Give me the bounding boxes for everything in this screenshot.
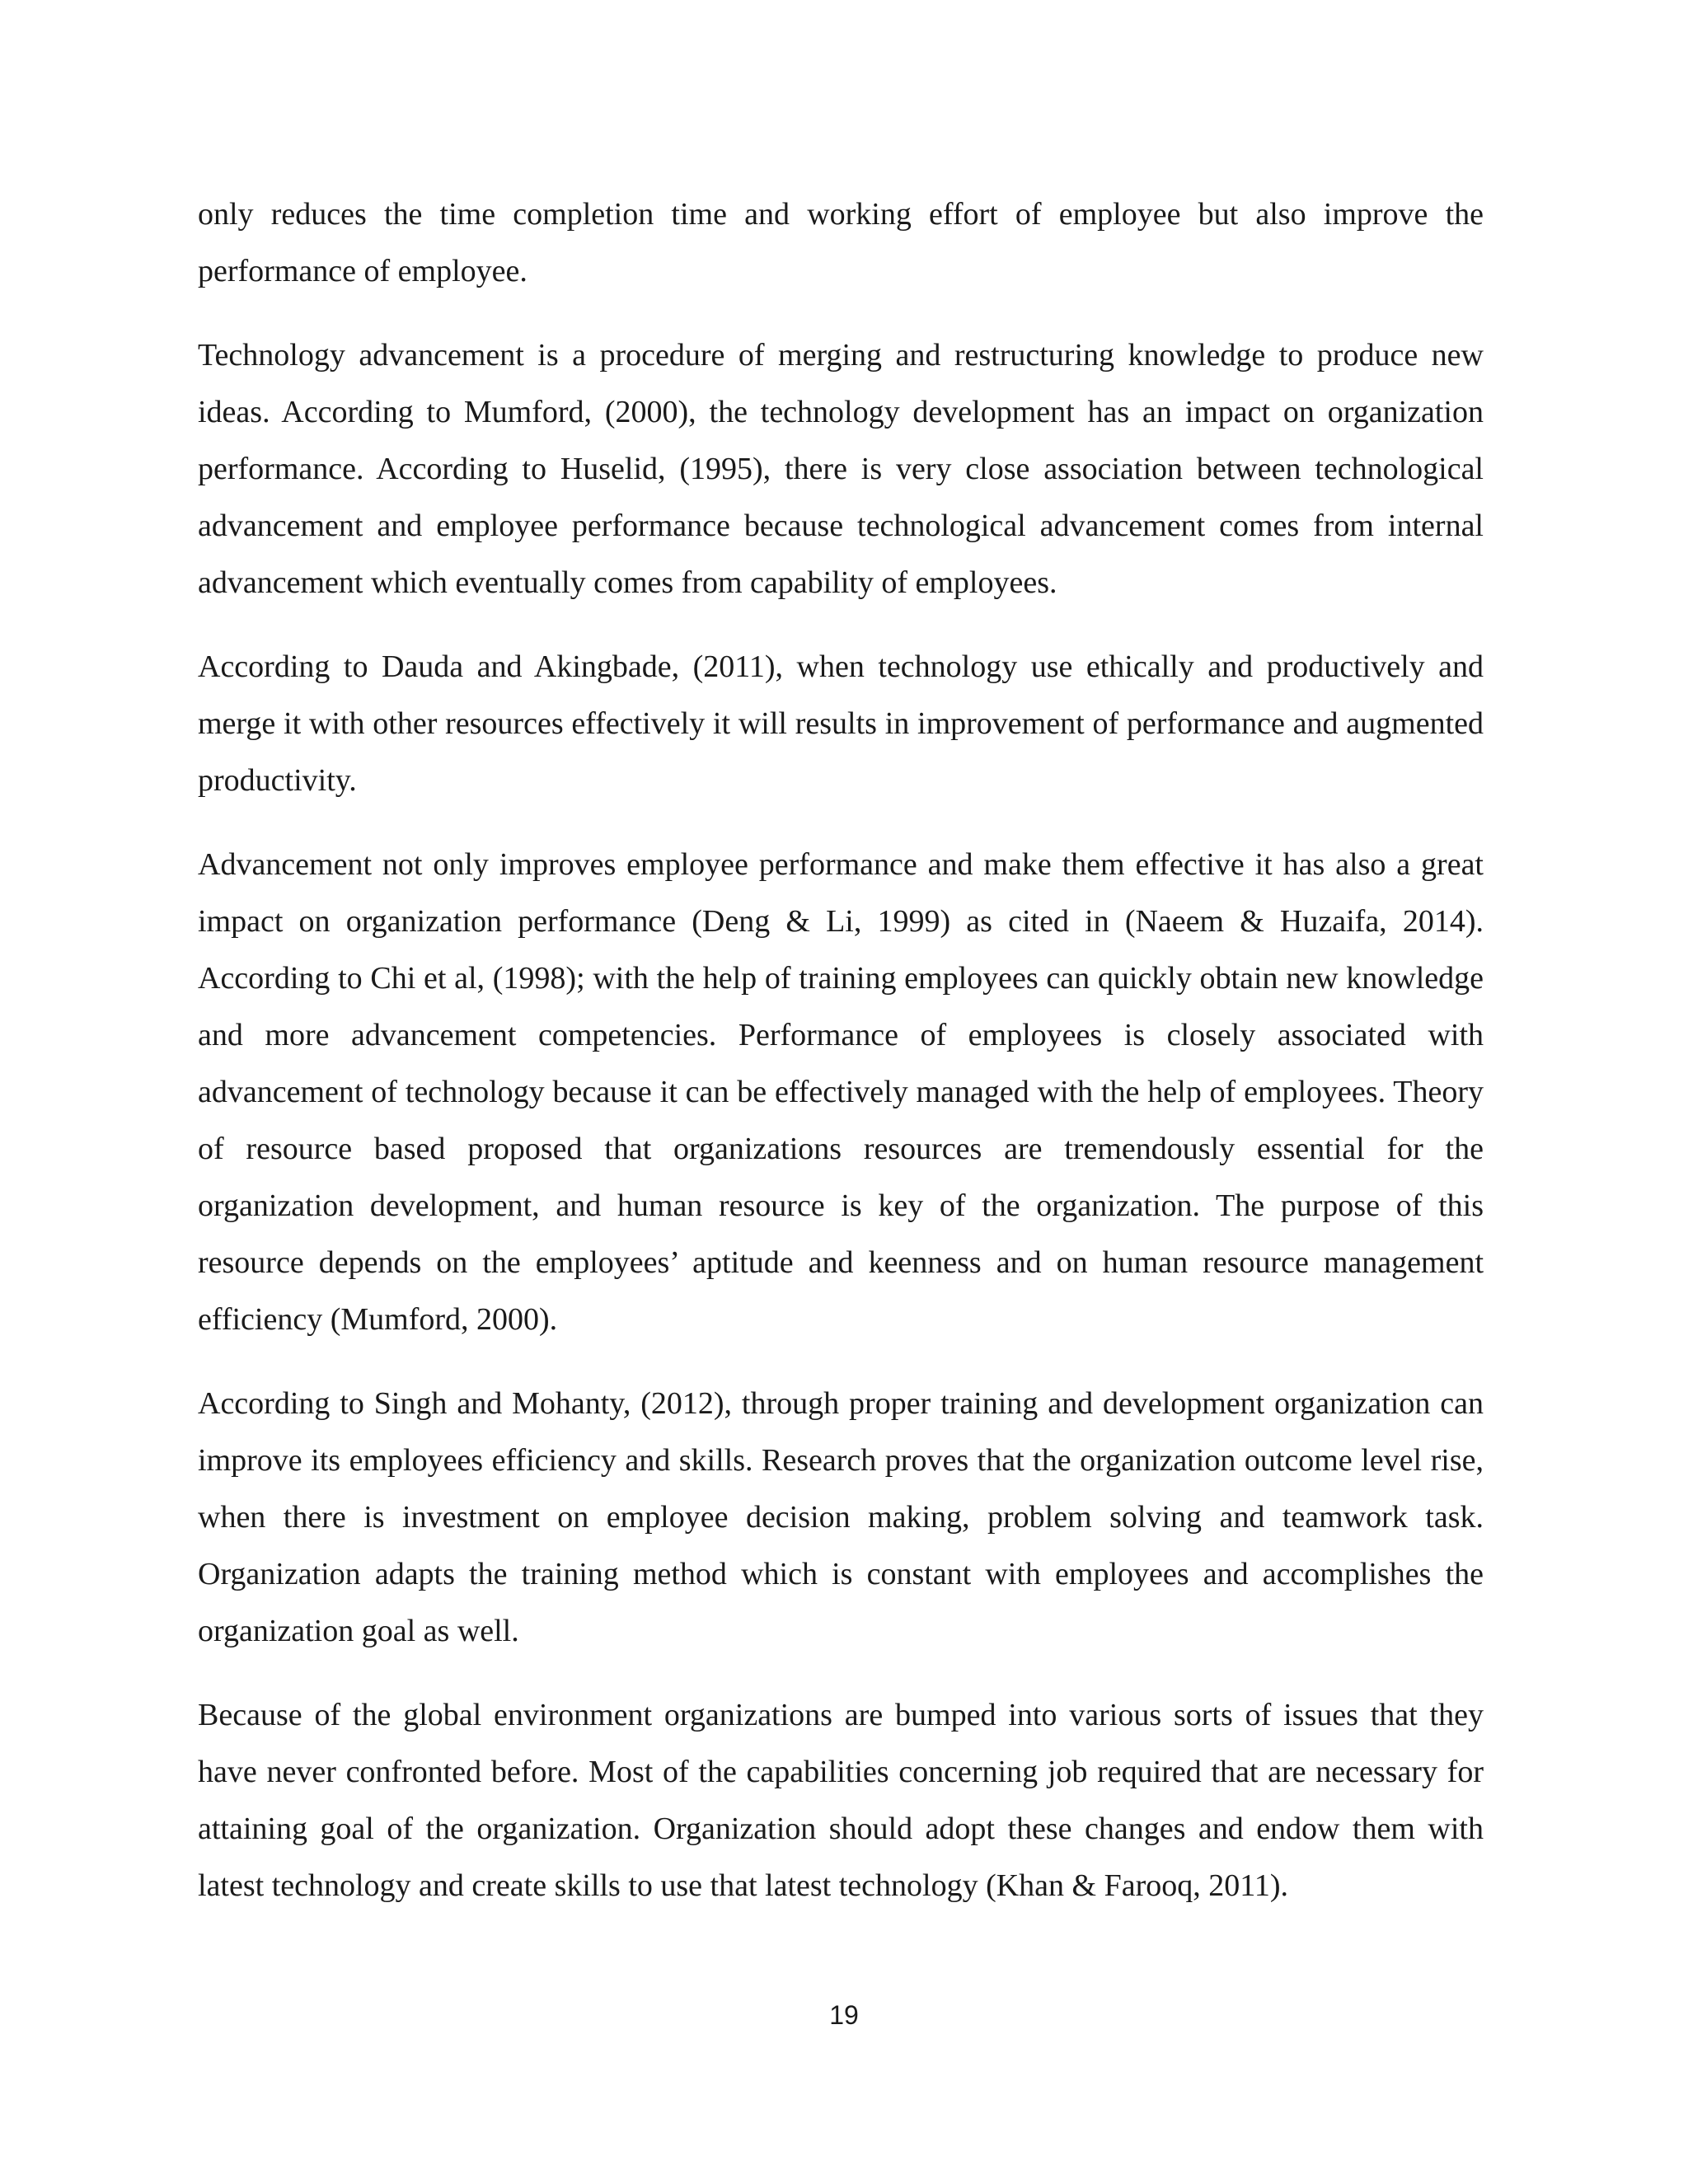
paragraph-3: According to Dauda and Akingbade, (2011), when technology use ethically and productively and merge it with other resources effectively it will results in improvement of performance and augmented productivity.	[198, 649, 1484, 798]
page-number: 19	[829, 2000, 859, 2030]
paragraph-4: Advancement not only improves employee performance and make them effective it has also a great impact on organization performance (Deng & Li, 1999) as cited in (Naeem & Huzaifa, 2014). According to Chi et al, (1998); with the help of training employees can quickly obtain new knowledge and more advancement competencies. Performance of employees is closely associated with advancement of technology because it can be effectively managed with the help of employees. Theory of resource based proposed that organizations resources are tremendously essential for the organization development, and human resource is key of the organization. The purpose of this resource depends on the employees’ aptitude and keenness and on human resource management efficiency (Mumford, 2000).	[198, 847, 1484, 1337]
body-text	[198, 186, 1484, 1942]
paragraph-5: According to Singh and Mohanty, (2012), through proper training and development organization can improve its employees efficiency and skills. Research proves that the organization outcome level rise, when there is investment on employee decision making, problem solving and teamwork task. Organization adapts the training method which is constant with employees and accomplishes the organization goal as well.	[198, 1386, 1484, 1648]
paragraph-2: Technology advancement is a procedure of merging and restructuring knowledge to produce new ideas. According to Mumford, (2000), the technology development has an impact on organization performance. According to Huselid, (1995), there is very close association between technological advancement and employee performance because technological advancement comes from internal advancement which eventually comes from capability of employees.	[198, 338, 1484, 600]
paragraph-6: Because of the global environment organizations are bumped into various sorts of issues that they have never confronted before. Most of the capabilities concerning job required that are necessary for attaining goal of the organization. Organization should adopt these changes and endow them with latest technology and create skills to use that latest technology (Khan & Farooq, 2011).	[198, 1698, 1484, 1903]
paragraph-1: only reduces the time completion time and working effort of employee but also improve the performance of employee.	[198, 197, 1484, 288]
